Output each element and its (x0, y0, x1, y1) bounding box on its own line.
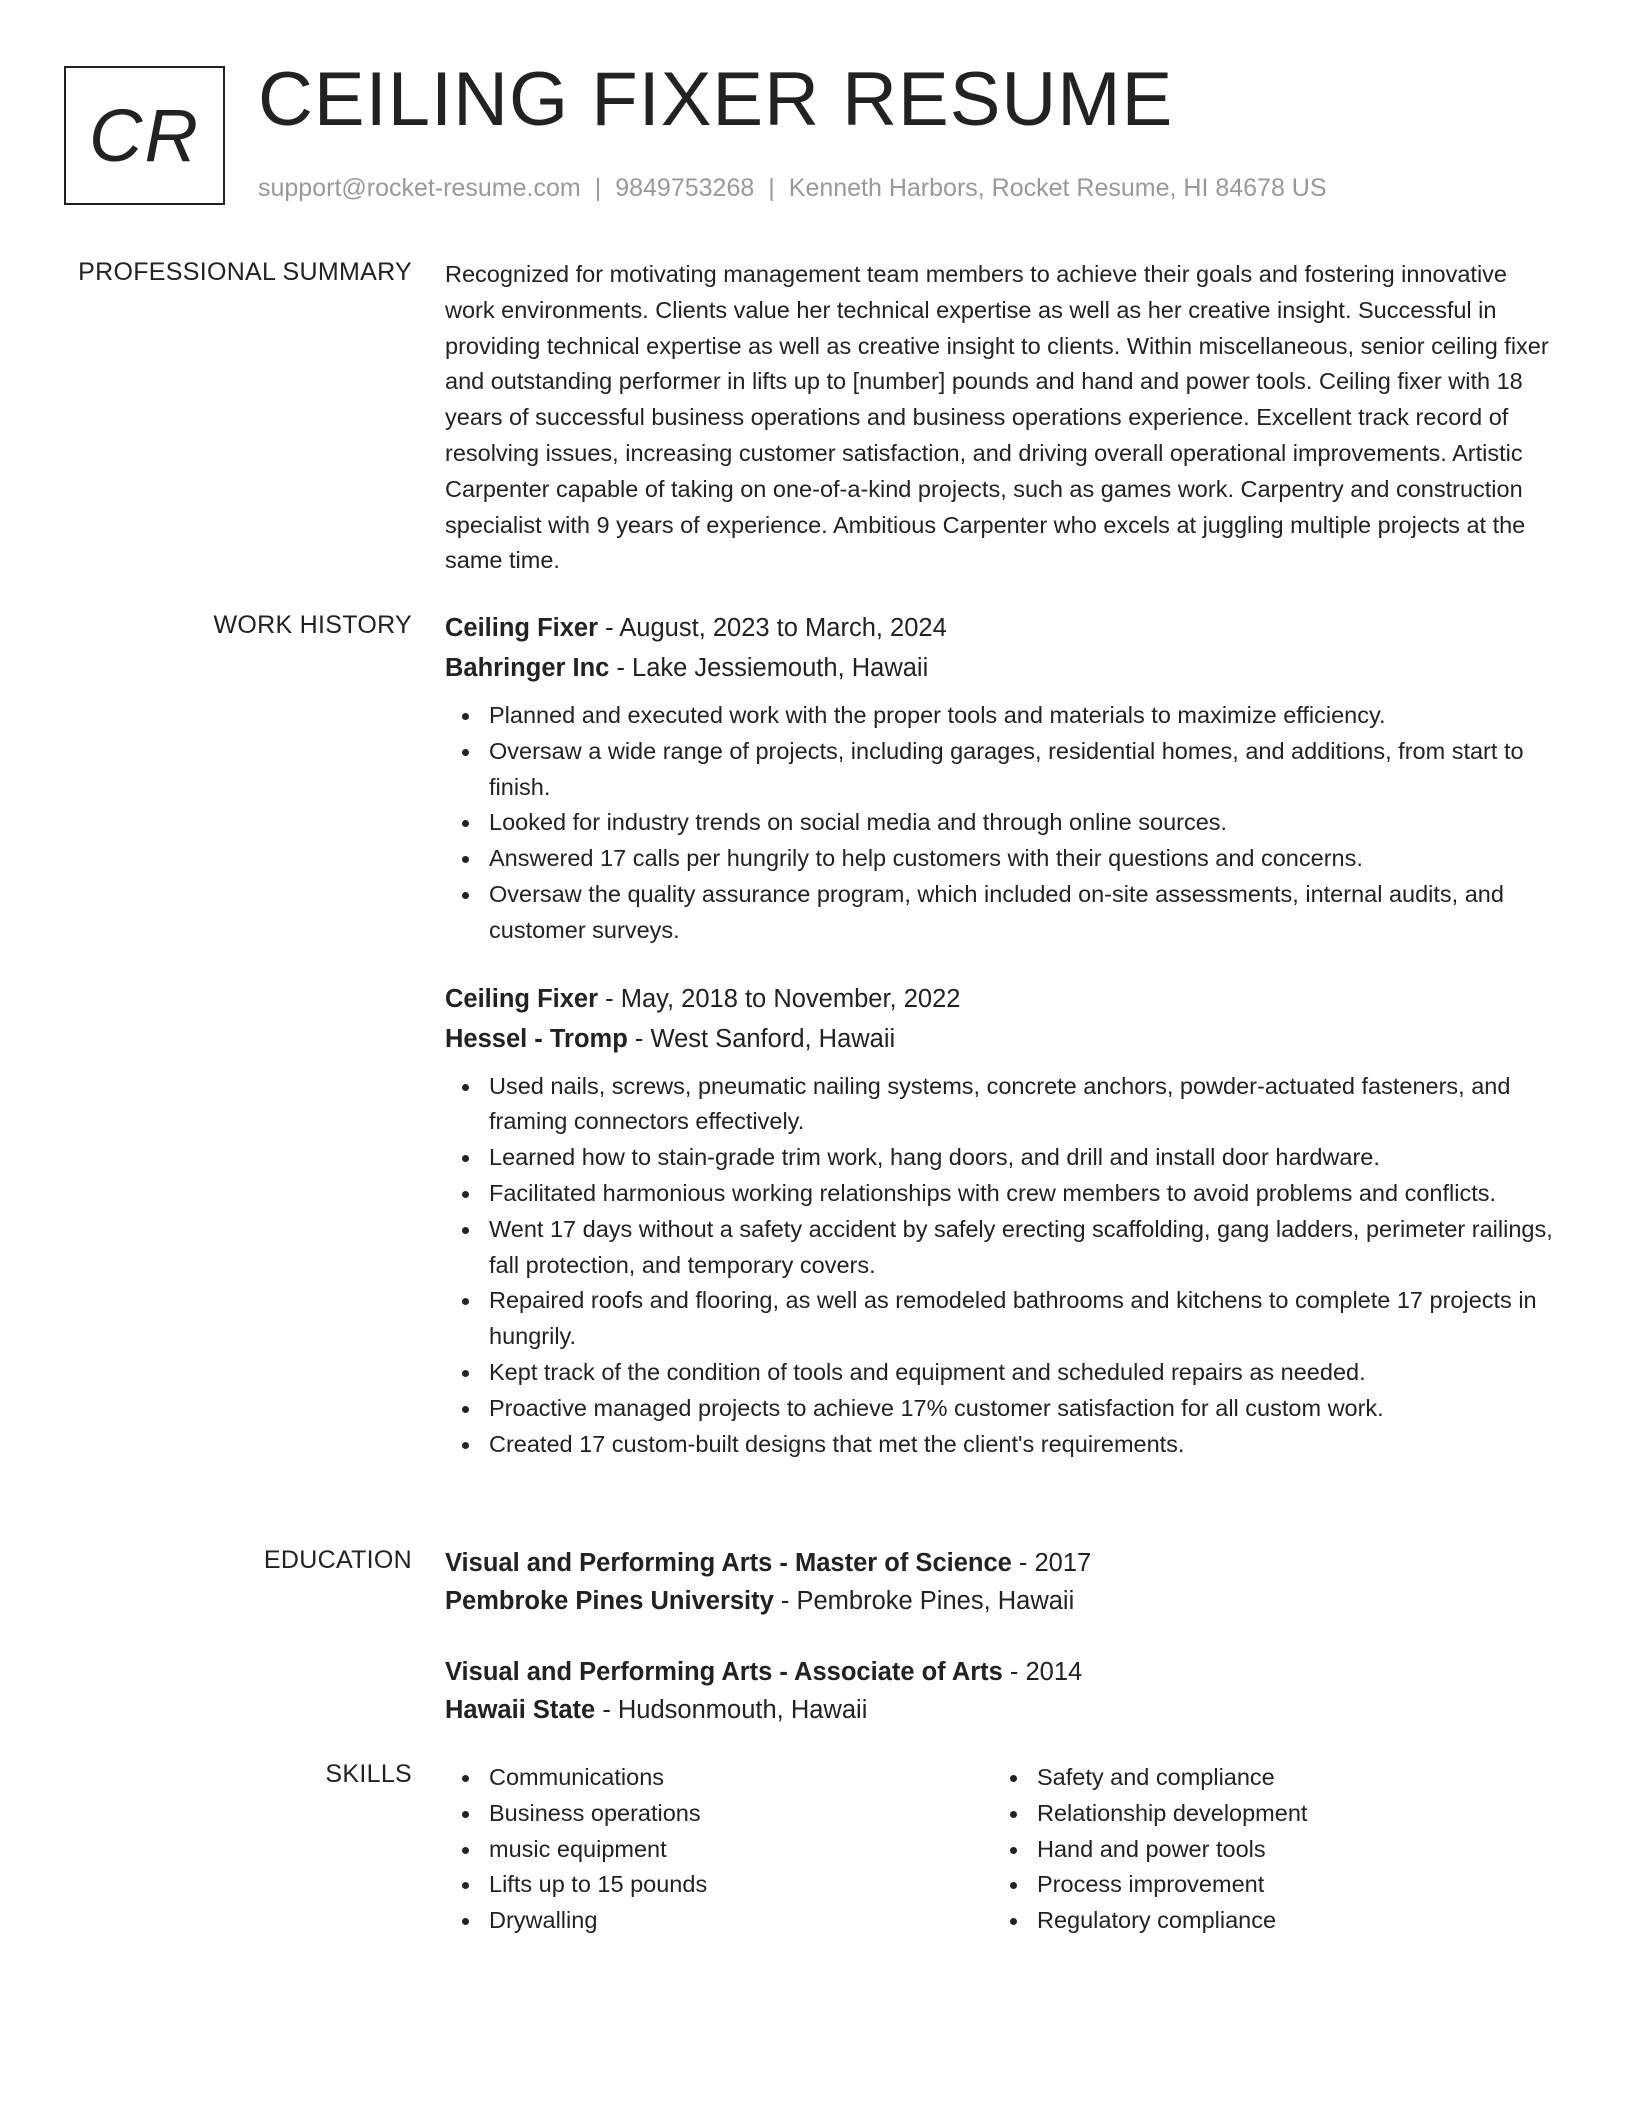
section-heading-education: EDUCATION (263, 1546, 412, 1574)
bullet-item: Planned and executed work with the proper tools and materials to maximize efficiency. (489, 698, 1560, 734)
bullet-item: Oversaw a wide range of projects, including garages, residential homes, and additions, from start to finish. (489, 734, 1560, 806)
education-degree: Visual and Performing Arts - Associate of Arts (445, 1658, 1003, 1686)
skills-columns (445, 1760, 1560, 1939)
contact-separator: | (594, 174, 602, 202)
bullet-item: Proactive managed projects to achieve 17% customer satisfaction for all custom work. (489, 1391, 1560, 1427)
contact-separator: | (768, 174, 775, 202)
bullet-item: Went 17 days without a safety accident by safely erecting scaffolding, gang ladders, perimeter railings, fall protection, and temporary covers. (489, 1212, 1560, 1284)
job-bullets (445, 698, 1560, 949)
resume-header (64, 57, 1568, 214)
education-body (445, 1544, 1560, 1729)
education-location: - Hudsonmouth, Hawaii (595, 1696, 868, 1724)
education-entry (445, 1544, 1560, 1620)
skill-item: music equipment (489, 1832, 993, 1868)
skill-item: Lifts up to 15 pounds (489, 1867, 993, 1903)
page-title: CEILING FIXER RESUME (258, 57, 1174, 142)
education-location: - Pembroke Pines, Hawaii (773, 1587, 1075, 1615)
education-entry (445, 1653, 1560, 1729)
job-company-line (445, 648, 1560, 688)
bullet-item: Used nails, screws, pneumatic nailing systems, concrete anchors, powder-actuated fasteners, and framing connectors effectively. (489, 1069, 1560, 1141)
skill-item: Safety and compliance (1037, 1760, 1541, 1796)
bullet-item: Answered 17 calls per hungrily to help customers with their questions and concerns. (489, 841, 1560, 877)
job-company-line (445, 1019, 1560, 1059)
education-school: Pembroke Pines University (445, 1587, 774, 1615)
education-school-line (445, 1582, 1560, 1620)
education-degree-line (445, 1653, 1560, 1691)
contact-address: Kenneth Harbors, Rocket Resume, HI 84678 US (788, 174, 1327, 202)
skills-list (993, 1760, 1541, 1939)
skill-item: Drywalling (489, 1903, 993, 1939)
section-heading-work-history: WORK HISTORY (213, 611, 412, 639)
job-company: Bahringer Inc (445, 654, 610, 682)
job-title-line (445, 608, 1560, 648)
bullet-item: Kept track of the condition of tools and equipment and scheduled repairs as needed. (489, 1355, 1560, 1391)
contact-email: support@rocket-resume.com (258, 174, 581, 202)
bullet-item: Repaired roofs and flooring, as well as remodeled bathrooms and kitchens to complete 17 projects in hungrily. (489, 1283, 1560, 1355)
job-dates: - August, 2023 to March, 2024 (598, 614, 947, 642)
education-degree-line (445, 1544, 1560, 1582)
job-location: - Lake Jessiemouth, Hawaii (609, 654, 929, 682)
bullet-item: Created 17 custom-built designs that met the client's requirements. (489, 1427, 1560, 1463)
job-company: Hessel - Tromp (445, 1024, 628, 1053)
skills-column-right (993, 1760, 1541, 1939)
job-dates: - May, 2018 to November, 2022 (598, 984, 961, 1013)
monogram-logo: CR (64, 66, 225, 205)
section-heading-summary: PROFESSIONAL SUMMARY (78, 258, 412, 286)
section-heading-skills: SKILLS (325, 1760, 412, 1788)
contact-phone: 9849753268 (615, 174, 755, 202)
job-title: Ceiling Fixer (445, 614, 599, 642)
education-school-line (445, 1691, 1560, 1729)
skill-item: Communications (489, 1760, 993, 1796)
skill-item: Regulatory compliance (1037, 1903, 1541, 1939)
work-history-body (445, 608, 1560, 1462)
bullet-item: Learned how to stain-grade trim work, hang doors, and drill and install door hardware. (489, 1140, 1560, 1176)
skills-list (445, 1760, 993, 1939)
skills-column-left (445, 1760, 993, 1939)
skill-item: Process improvement (1037, 1867, 1541, 1903)
job-location: - West Sanford, Hawaii (627, 1024, 896, 1053)
bullet-item: Looked for industry trends on social media and through online sources. (489, 805, 1560, 841)
education-school: Hawaii State (445, 1696, 596, 1724)
skills-body (445, 1760, 1560, 1939)
skill-item: Relationship development (1037, 1796, 1541, 1832)
job-bullets (445, 1069, 1560, 1463)
education-year: - 2014 (1002, 1658, 1083, 1686)
job-entry (445, 979, 1560, 1463)
job-entry (445, 608, 1560, 949)
summary-body (445, 257, 1560, 579)
bullet-item: Facilitated harmonious working relationships with crew members to avoid problems and conflicts. (489, 1176, 1560, 1212)
skill-item: Hand and power tools (1037, 1832, 1541, 1868)
job-title-line (445, 979, 1560, 1019)
contact-line (258, 174, 1327, 203)
education-degree: Visual and Performing Arts - Master of Science (445, 1549, 1012, 1577)
job-title: Ceiling Fixer (445, 984, 599, 1013)
bullet-item: Oversaw the quality assurance program, which included on-site assessments, internal audits, and customer surveys. (489, 877, 1560, 949)
education-year: - 2017 (1011, 1549, 1092, 1577)
summary-text: Recognized for motivating management team members to achieve their goals and fostering innovative work environments. Clients value her technical expertise as well as her creative insight. Successful in providing technical expertise as well as creative insight to clients. Within miscellaneous, senior ceiling fixer and outstanding performer in lifts up to [number] pounds and hand and power tools. Ceiling fixer with 18 years of successful business operations and business operations experience. Excellent track record of resolving issues, increasing customer satisfaction, and driving overall operational improvements. Artistic Carpenter capable of taking on one-of-a-kind projects, such as games work. Carpentry and construction specialist with 9 years of experience. Ambitious Carpenter who excels at juggling multiple projects at the same time. (445, 261, 1549, 574)
skill-item: Business operations (489, 1796, 993, 1832)
